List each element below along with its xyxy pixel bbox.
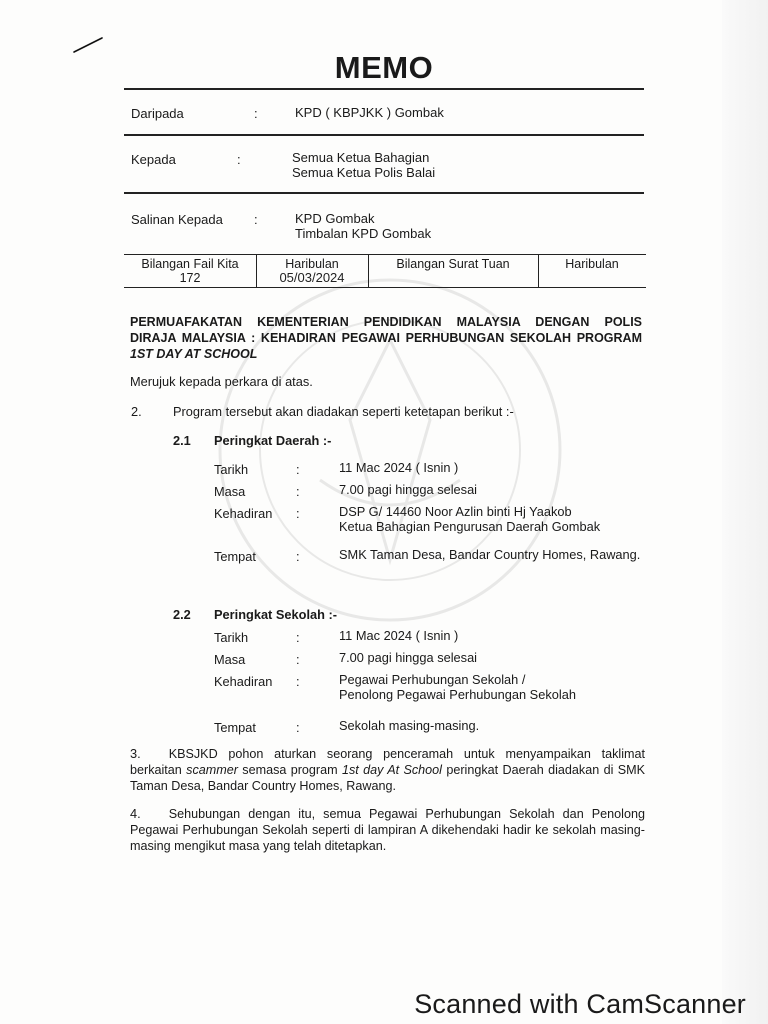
ref-date-value: 05/03/2024: [279, 270, 345, 285]
para-3-text-scammer: scammer: [186, 763, 238, 777]
reference-table: [124, 254, 646, 288]
paragraph-4: [130, 806, 645, 854]
para-3-line-1: [130, 746, 645, 762]
para-3-text-program: 1st day At School: [341, 763, 442, 777]
section-2-2-number: 2.2: [173, 607, 191, 622]
ref-cell-date: [256, 255, 368, 287]
ref-cell-letter: [368, 255, 538, 287]
s21-tarikh-value: 11 Mac 2024 ( Isnin ): [339, 460, 459, 475]
s21-tarikh-label: Tarikh: [214, 462, 249, 477]
salinan-label: Salinan Kepada: [131, 212, 223, 227]
s21-kehadiran-label: Kehadiran: [214, 506, 273, 521]
colon: :: [296, 674, 300, 689]
subject-line-1: PERMUAFAKATAN KEMENTERIAN PENDIDIKAN MALAYSIA DENGAN POLIS: [130, 315, 642, 329]
camscanner-footer: Scanned with CamScanner: [414, 989, 746, 1019]
section-2-1-heading: Peringkat Daerah :-: [214, 433, 332, 448]
para-3-line-3: Taman Desa, Bandar Country Homes, Rawang.: [130, 779, 396, 793]
daripada-rule: [124, 134, 644, 136]
colon: :: [254, 212, 258, 227]
section-2-1-number: 2.1: [173, 433, 191, 448]
para-3-number: 3.: [130, 746, 141, 761]
kepada-rule: [124, 192, 644, 194]
s21-kehadiran-line-1: DSP G/ 14460 Noor Azlin binti Hj Yaakob: [339, 504, 572, 519]
s21-masa-value: 7.00 pagi hingga selesai: [339, 482, 478, 497]
kepada-line-2: Semua Ketua Polis Balai: [292, 165, 436, 180]
s22-tarikh-label: Tarikh: [214, 630, 249, 645]
s21-kehadiran-line-2: Ketua Bahagian Pengurusan Daerah Gombak: [339, 519, 601, 534]
kepada-label: Kepada: [131, 152, 176, 167]
page-edge-shadow: [722, 0, 768, 1024]
intro-text: Merujuk kepada perkara di atas.: [130, 374, 313, 389]
colon: :: [296, 506, 300, 521]
para-3-line-2: [130, 762, 645, 778]
subject-line-3: 1ST DAY AT SCHOOL: [130, 347, 258, 361]
ref-file-header: Bilangan Fail Kita: [141, 257, 239, 271]
para-3-text-b-pre: berkaitan: [130, 763, 187, 777]
colon: :: [296, 630, 300, 645]
colon: :: [237, 152, 241, 167]
colon: :: [296, 484, 300, 499]
ref-cell-date2: [538, 255, 646, 287]
para-4-line-2: Pegawai Perhubungan Sekolah seperti di lampiran A dikehendaki hadir ke sekolah masing-: [130, 823, 645, 837]
subject-line-2: DIRAJA MALAYSIA : KEHADIRAN PEGAWAI PERHUBUNGAN SEKOLAH PROGRAM: [130, 331, 642, 345]
para-4-line-3: masing mengikut masa yang telah ditetapkan.: [130, 839, 387, 853]
s22-kehadiran-line-1: Pegawai Perhubungan Sekolah /: [339, 672, 526, 687]
para-3-text-a: KBSJKD pohon aturkan seorang penceramah untuk menyampaikan taklimat: [168, 747, 645, 761]
s22-tempat-label: Tempat: [214, 720, 256, 735]
daripada-label: Daripada: [131, 106, 184, 121]
para-3-text-b-mid: semasa program: [237, 763, 342, 777]
s22-tempat-value: Sekolah masing-masing.: [339, 718, 480, 733]
colon: :: [296, 652, 300, 667]
ref-cell-file: [124, 255, 256, 287]
salinan-line-1: KPD Gombak: [295, 211, 375, 226]
s21-masa-label: Masa: [214, 484, 246, 499]
ref-date-header: Haribulan: [285, 257, 339, 271]
s21-tempat-label: Tempat: [214, 549, 256, 564]
colon: :: [296, 462, 300, 477]
colon: :: [254, 106, 258, 121]
s22-tarikh-value: 11 Mac 2024 ( Isnin ): [339, 628, 459, 643]
memo-subject: [130, 314, 642, 362]
kepada-line-1: Semua Ketua Bahagian: [292, 150, 430, 165]
section-2-2-heading: Peringkat Sekolah :-: [214, 607, 338, 622]
ref-date2-header: Haribulan: [565, 257, 619, 271]
memo-title: MEMO: [334, 50, 434, 85]
s22-kehadiran-label: Kehadiran: [214, 674, 273, 689]
colon: :: [296, 720, 300, 735]
s22-masa-value: 7.00 pagi hingga selesai: [339, 650, 478, 665]
ref-file-value: 172: [179, 271, 201, 285]
para-2-text: Program tersebut akan diadakan seperti ketetapan berikut :-: [173, 404, 514, 419]
para-4-text-a: Sehubungan dengan itu, semua Pegawai Perhubungan Sekolah dan Penolong: [168, 807, 645, 821]
para-2-number: 2.: [131, 404, 142, 419]
para-4-number: 4.: [130, 806, 141, 821]
paragraph-3: [130, 746, 645, 794]
s22-kehadiran-line-2: Penolong Pegawai Perhubungan Sekolah: [339, 687, 576, 702]
salinan-line-2: Timbalan KPD Gombak: [295, 226, 432, 241]
para-3-text-b-post: peringkat Daerah diadakan di SMK: [442, 763, 645, 777]
title-rule: [124, 88, 644, 90]
ref-letter-header: Bilangan Surat Tuan: [396, 257, 510, 271]
s21-tempat-value: SMK Taman Desa, Bandar Country Homes, Rawang.: [339, 547, 641, 562]
daripada-value: KPD ( KBPJKK ) Gombak: [295, 105, 444, 120]
colon: :: [296, 549, 300, 564]
s22-masa-label: Masa: [214, 652, 246, 667]
para-4-line-1: [130, 806, 645, 822]
